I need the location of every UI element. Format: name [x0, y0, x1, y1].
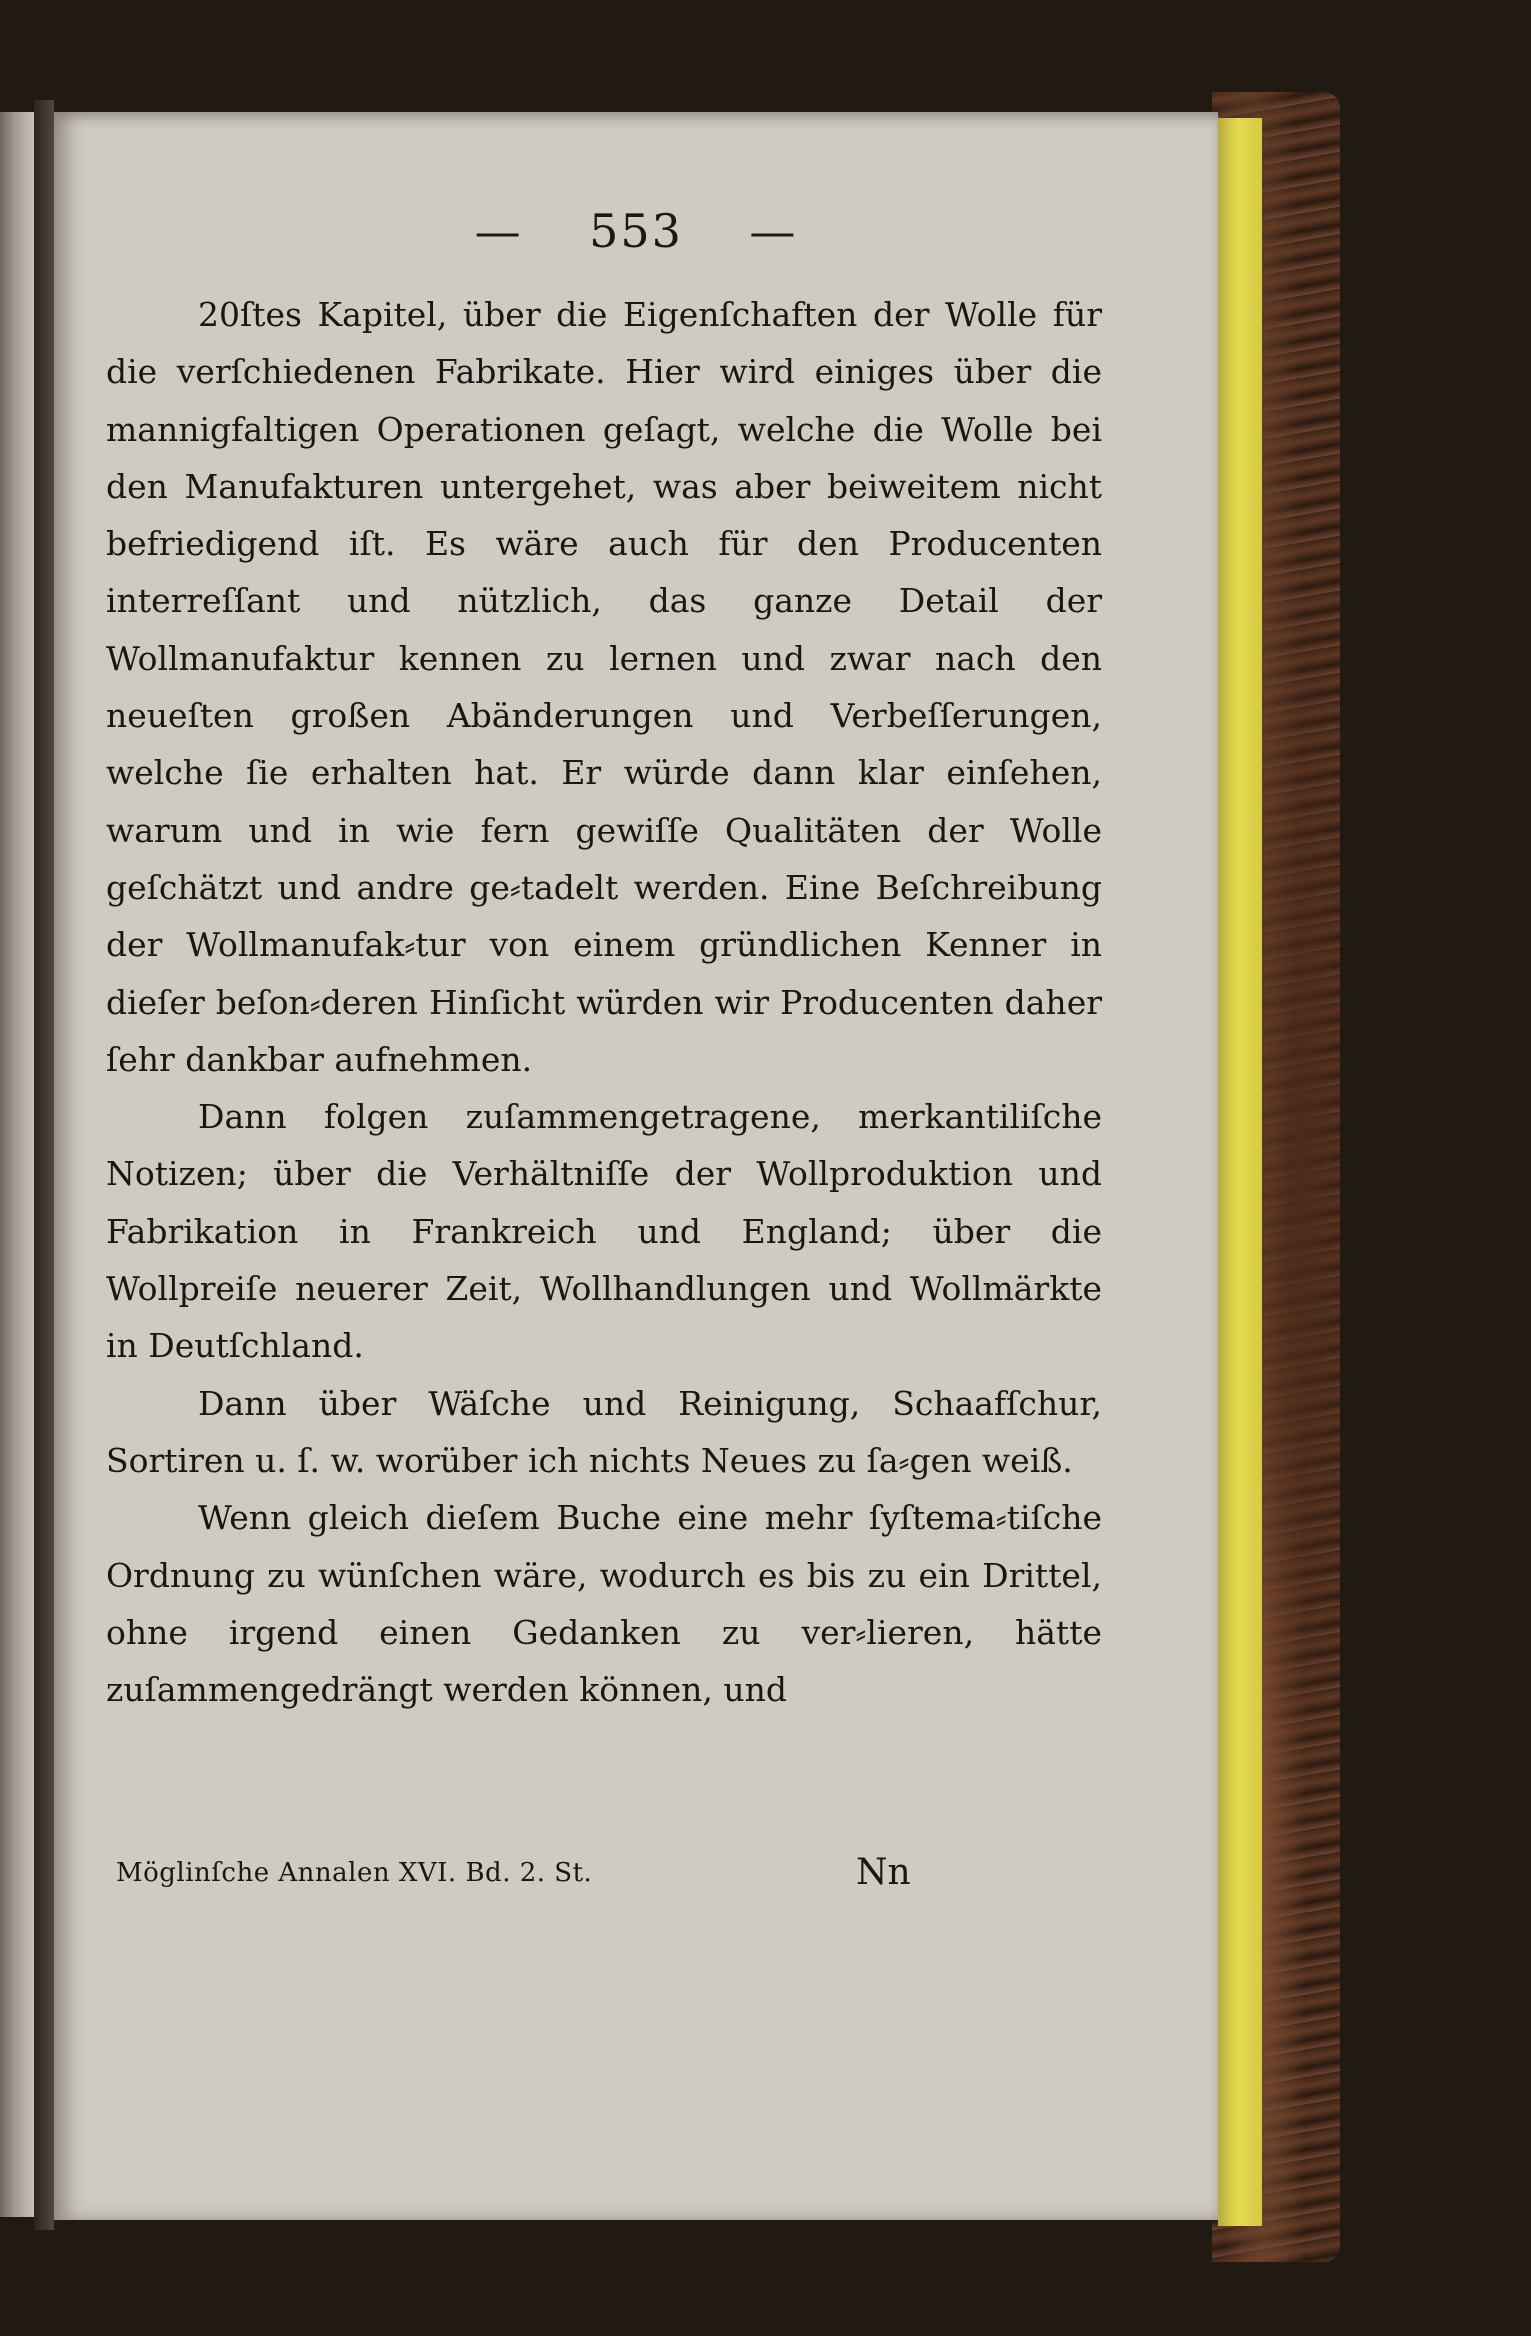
book-gutter: [34, 100, 54, 2230]
paragraph-mercantile-notes: Dann folgen zuſammengetragene, merkantiliſche Notizen; über die Verhältniſſe der Wollproduktion und Fabrikation in Frankreich und England; über die Wollpreiſe neuerer Zeit, Wollhandlungen und Wollmärkte in Deutſchland.: [106, 1097, 1102, 1366]
sheet-mark: Nn: [856, 1852, 911, 1893]
body-text: [106, 286, 1102, 1718]
page-header: [54, 204, 1218, 258]
book-page: [54, 112, 1218, 2220]
header-dash-right: —: [749, 204, 798, 258]
yellow-page-edges: [1218, 118, 1262, 2226]
paragraph-systematic-order: Wenn gleich dieſem Buche eine mehr ſyſtema⸗tiſche Ordnung zu wünſchen wäre, wodurch es bis zu ein Drittel, ohne irgend einen Gedanken zu ver⸗lieren, hätte zuſammengedrängt werden können, und: [106, 1498, 1102, 1710]
facing-page-edge: [0, 112, 34, 2217]
paragraph-chapter-20: 20ſtes Kapitel, über die Eigenſchaften der Wolle für die verſchiedenen Fabrikate. Hier wird einiges über die mannigfaltigen Operationen geſagt, welche die Wolle bei den Manufakturen untergehet, was aber beiweitem nicht befriedigend iſt. Es wäre auch für den Producenten interreſſant und nützlich, das ganze Detail der Wollmanufaktur kennen zu lernen und zwar nach den neueſten großen Abänderungen und Verbeſſerungen, welche ſie erhalten hat. Er würde dann klar einſehen, warum und in wie fern gewiſſe Qualitäten der Wolle geſchätzt und andre ge⸗tadelt werden. Eine Beſchreibung der Wollmanufak⸗tur von einem gründlichen Kenner in dieſer beſon⸗deren Hinſicht würden wir Producenten daher ſehr dankbar aufnehmen.: [106, 295, 1102, 1079]
header-dash-left: —: [474, 204, 523, 258]
signature-line: Möglinſche Annalen XVI. Bd. 2. St.: [116, 1858, 593, 1888]
page-number: 553: [589, 204, 683, 258]
page-footer: [116, 1852, 1106, 1892]
paragraph-washing: Dann über Wäſche und Reinigung, Schaafſchur, Sortiren u. ſ. w. worüber ich nichts Neues zu ſa⸗gen weiß.: [106, 1383, 1102, 1480]
